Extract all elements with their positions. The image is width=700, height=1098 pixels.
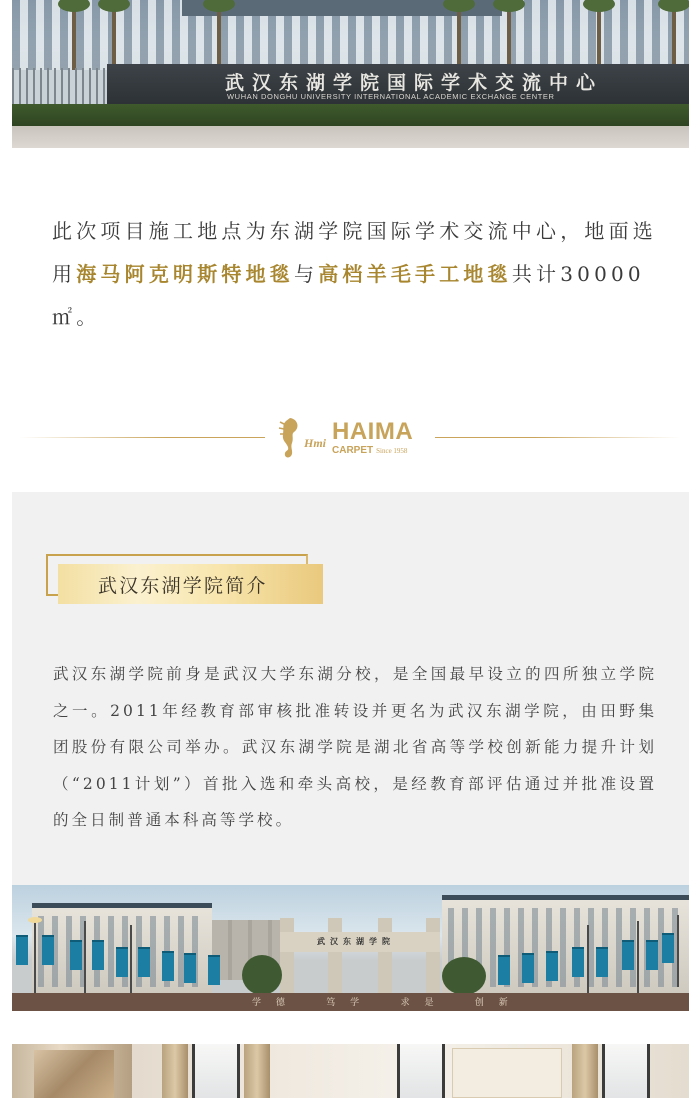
building-photo <box>12 0 689 148</box>
curtain <box>572 1044 598 1098</box>
campus-gate <box>280 910 440 995</box>
lamp-post <box>677 915 679 987</box>
blue-banner <box>662 933 674 963</box>
blue-banner <box>498 955 510 985</box>
campus-gate-photo <box>12 885 689 1011</box>
lamp-post <box>34 921 36 993</box>
university-intro-section <box>12 492 689 885</box>
building-sign <box>107 64 689 106</box>
wall-painting <box>34 1050 114 1098</box>
divider-line-right <box>435 437 680 438</box>
blue-banner <box>546 951 558 981</box>
divider-line-left <box>20 437 265 438</box>
logo-wordmark: HAIMA <box>332 418 414 445</box>
lamp-post <box>84 921 86 993</box>
blue-banner <box>622 940 634 970</box>
intro-highlight-wool: 高档羊毛手工地毯 <box>318 262 512 286</box>
intro-paragraph <box>52 210 658 339</box>
window <box>602 1044 650 1098</box>
fence <box>12 68 107 108</box>
logo-divider <box>20 414 680 462</box>
palm-tree <box>507 0 511 70</box>
blue-banner <box>92 940 104 970</box>
logo-subtitle <box>332 445 407 456</box>
lamp-post <box>130 925 132 997</box>
blue-banner <box>42 935 54 965</box>
sign-chinese-text: 武汉东湖学院国际学术交流中心 <box>225 72 604 94</box>
palm-tree <box>72 0 76 70</box>
blue-banner <box>596 947 608 977</box>
gate-pillar <box>328 918 342 995</box>
blue-banner <box>116 947 128 977</box>
curtain <box>162 1044 188 1098</box>
intro-highlight-axminster: 海马阿克明斯特地毯 <box>76 262 295 286</box>
sign-english-text: WUHAN DONGHU UNIVERSITY INTERNATIONAL ACADEMIC EXCHANGE CENTER <box>227 92 555 101</box>
palm-tree <box>112 0 116 70</box>
intro-text-3: 共计30000㎡。 <box>52 262 645 329</box>
gate-inscription: 武汉东湖学院 <box>317 936 395 946</box>
curtain <box>244 1044 270 1098</box>
lamp-post <box>637 921 639 993</box>
blue-banner <box>184 953 196 983</box>
tree <box>242 955 282 995</box>
window <box>397 1044 445 1098</box>
lamp <box>28 917 42 923</box>
blue-banner <box>208 955 220 985</box>
section-title: 武汉东湖学院简介 <box>98 575 268 597</box>
palm-tree <box>672 0 676 70</box>
blue-banner <box>162 951 174 981</box>
blue-banner <box>572 947 584 977</box>
palm-tree <box>457 0 461 70</box>
blue-banner <box>522 953 534 983</box>
wall-panel <box>452 1048 562 1098</box>
gate-pillar <box>378 918 392 995</box>
blue-banner <box>16 935 28 965</box>
interior-photo <box>12 1044 689 1098</box>
seahorse-logo-icon <box>276 416 302 460</box>
logo-since-text: Since 1958 <box>376 447 408 455</box>
intro-text-2: 与 <box>294 262 319 286</box>
gate-pillar <box>280 918 294 995</box>
blue-banner <box>138 947 150 977</box>
palm-tree <box>597 0 601 70</box>
tree <box>442 957 486 995</box>
hedge <box>12 104 689 126</box>
logo-carpet-text: CARPET <box>332 445 374 456</box>
gate-pillar <box>426 918 440 995</box>
intro-text-1: 此次项目施工地点为东湖学院国际学术交流中心，地面选用 <box>52 219 657 286</box>
university-description: 武汉东湖学院前身是武汉大学东湖分校，是全国最早设立的四所独立学院之一。2011年经教育部审核批准转设并更名为武汉东湖学院，由田野集团股份有限公司举办。武汉东湖学院是湖北省高等学校创新能力提升计划（“2011计划”）首批入选和牵头高校，是经教育部评估通过并批准设置的全日制普通本科高等学校。 <box>53 665 657 830</box>
window <box>192 1044 240 1098</box>
lamp-post <box>587 925 589 997</box>
palm-tree <box>217 0 221 70</box>
logo-script-mark: Hmi <box>304 436 327 450</box>
ground <box>12 126 689 148</box>
blue-banner <box>70 940 82 970</box>
wall-motto: 学 德 笃 学 求 是 创 新 <box>252 998 514 1008</box>
blue-banner <box>646 940 658 970</box>
